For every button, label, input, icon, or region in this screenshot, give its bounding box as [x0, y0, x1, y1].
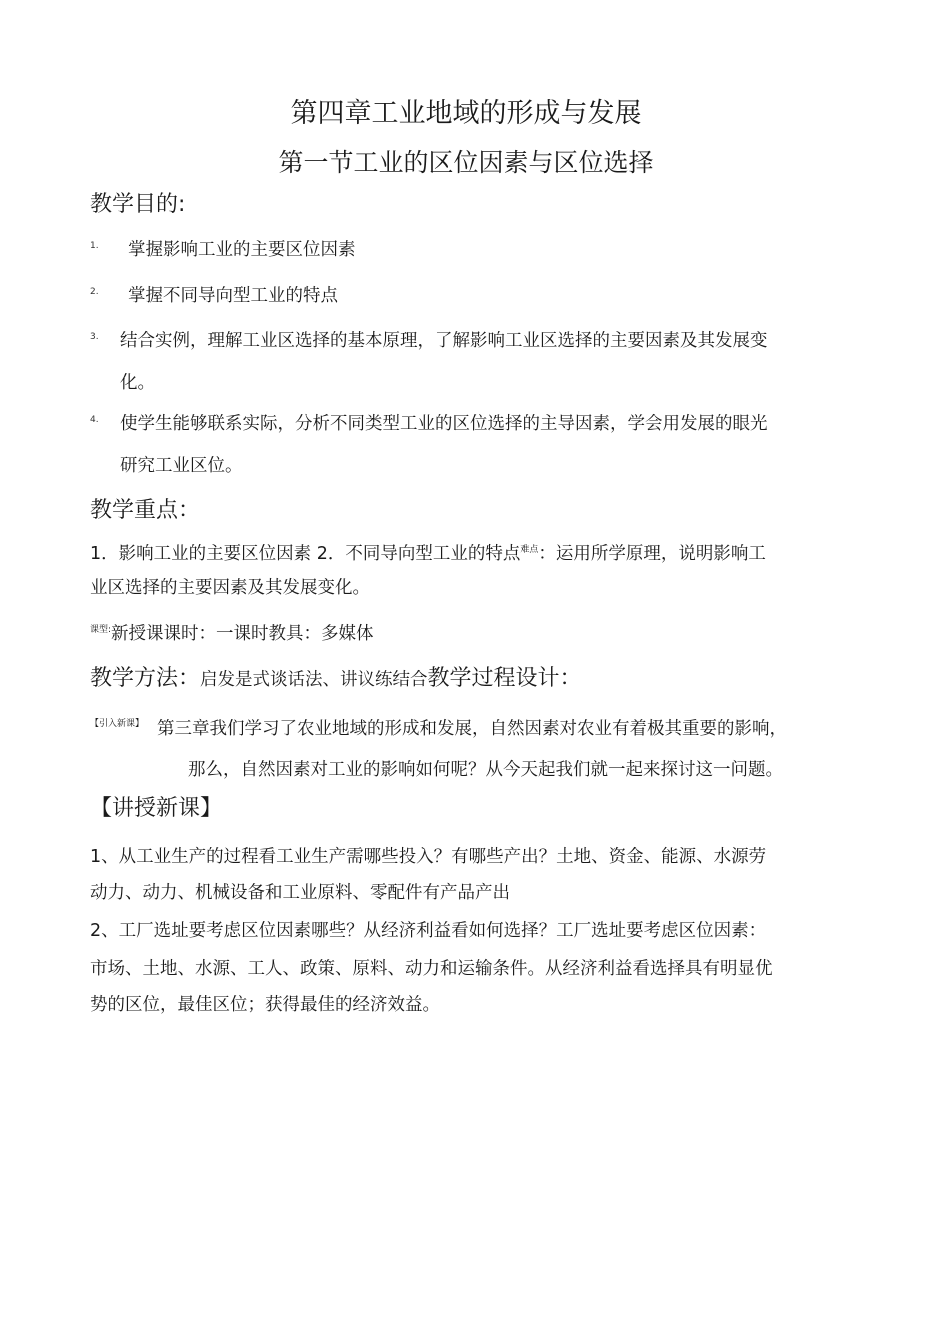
intro-line-1: 第三章我们学习了农业地域的形成和发展，自然因素对农业有着极其重要的影响， — [157, 719, 787, 739]
objective-number-4: 4. — [90, 415, 99, 425]
new-lesson-p2-line-2: 市场、土地、水源、工人、政策、原料、动力和运输条件。从经济利益看选择具有明显优 — [90, 959, 773, 979]
objective-item-2: 掌握不同导向型工业的特点 — [128, 286, 338, 306]
key-points-text: 1．影响工业的主要区位因素 2．不同导向型工业的特点 — [90, 544, 521, 564]
key-points-line-1 — [90, 537, 766, 567]
methods-text: 启发是式谈话法、讲议练结合 — [200, 670, 428, 690]
intro-line-2: 那么，自然因素对工业的影响如何呢？从今天起我们就一起来探讨这一问题。 — [188, 760, 783, 780]
difficulty-marker: 难点 — [520, 545, 539, 555]
new-lesson-p1-line-1: 1、从工业生产的过程看工业生产需哪些投入？有哪些产出？土地、资金、能源、水源劳 — [90, 847, 767, 867]
methods-line — [90, 664, 582, 695]
section-title: 第一节工业的区位因素与区位选择 — [278, 148, 654, 177]
chapter-title: 第四章工业地域的形成与发展 — [290, 98, 642, 129]
intro-tag: 【引入新课】 — [90, 719, 145, 729]
new-lesson-p2-line-3: 势的区位，最佳区位；获得最佳的经济效益。 — [90, 995, 440, 1015]
objective-number-1: 1. — [90, 241, 99, 251]
objective-item-1: 掌握影响工业的主要区位因素 — [128, 240, 356, 260]
new-lesson-heading: 【讲授新课】 — [90, 796, 223, 821]
new-lesson-p2-line-1: 2、工厂选址要考虑区位因素哪些？从经济利益看如何选择？工厂选址要考虑区位因素： — [90, 921, 767, 941]
key-points-heading: 教学重点： — [90, 498, 201, 523]
objectives-heading: 教学目的: — [90, 192, 186, 217]
methods-heading: 教学方法： — [90, 666, 201, 691]
objective-item-3-continued: 化。 — [120, 373, 155, 393]
objective-item-4: 使学生能够联系实际，分析不同类型工业的区位选择的主导因素，学会用发展的眼光 — [120, 414, 768, 434]
objective-number-2: 2. — [90, 287, 99, 297]
difficulty-text: ：运用所学原理，说明影响工 — [538, 544, 766, 564]
new-lesson-p1-line-2: 动力、动力、机械设备和工业原料、零配件有产品产出 — [90, 883, 510, 903]
objective-number-3: 3. — [90, 332, 99, 342]
lesson-info-line — [90, 620, 374, 645]
lesson-type-tag: 课型: — [90, 625, 112, 635]
process-heading: 教学过程设计： — [427, 666, 582, 691]
key-points-line-2: 业区选择的主要因素及其发展变化。 — [90, 578, 370, 598]
objective-item-3: 结合实例，理解工业区选择的基本原理，了解影响工业区选择的主要因素及其发展变 — [120, 331, 768, 351]
objective-item-4-continued: 研究工业区位。 — [120, 456, 243, 476]
lesson-info-text: 新授课课时：一课时教具：多媒体 — [111, 624, 374, 644]
